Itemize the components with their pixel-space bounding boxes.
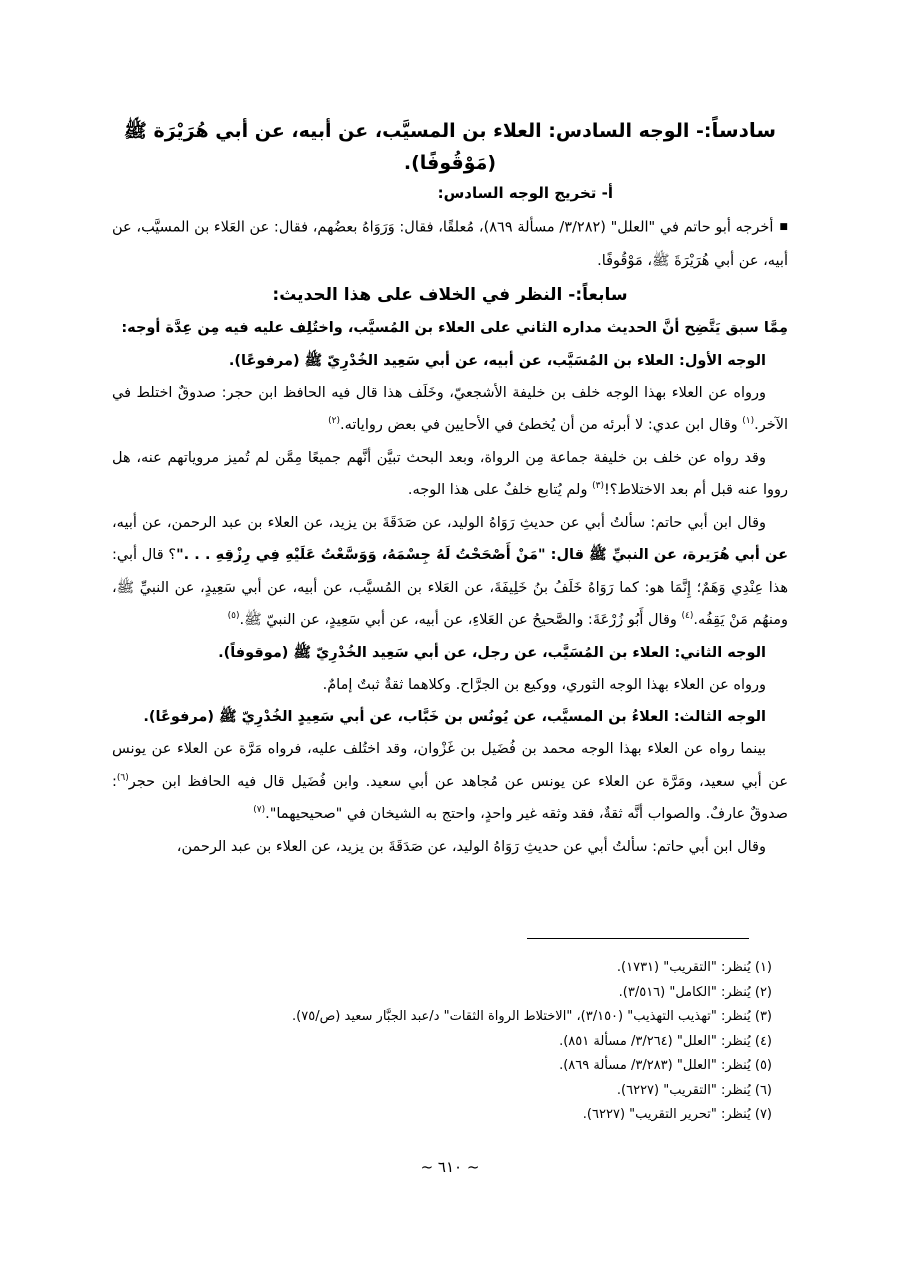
wajh1-paragraph-2	[112, 442, 788, 507]
wajh1-paragraph-3	[112, 507, 788, 637]
footnote-ref-4[interactable]: (٤)	[681, 611, 694, 622]
footnote-1: (١) يُنظر: "التقريب" (١٧٣١).	[616, 960, 772, 975]
footnote-ref-3[interactable]: (٣)	[592, 481, 604, 492]
wajh1-p3-text-c: وقال أَبُو زُرْعَةَ: والصَّحيحُ عن العَلاءِ، عن أبيه، عن أبي سَعِيدٍ، عن النبيّ ﷺ.	[239, 612, 682, 628]
footnote-ref-1[interactable]: (١)	[742, 416, 755, 427]
wajh3-paragraph-2: وقال ابن أبي حاتم: سألتُ أبي عن حديثِ رَوَاهُ الوليد، عن صَدَقَةَ بن يزيد، عن العلاء بن عبد الرحمن،	[176, 838, 766, 855]
page-number: ~ ٦١٠ ~	[420, 1158, 480, 1176]
heading-colon: :	[548, 120, 556, 142]
footnotes-list	[150, 956, 772, 1128]
footnote-2: (٢) يُنظر: "الكامل" (٣/٥١٦).	[618, 984, 772, 1000]
hadith-quote: عن أبي هُرَيرة، عن النبيِّ ﷺ قال: "مَنْ أَصْحَحْتُ لَهُ جِسْمَهُ، وَوَسَّعْتُ عَلَيْهِ فِي رِزْقِهِ . . ."	[176, 547, 788, 563]
wajh2-paragraph-1: ورواه عن العلاء بهذا الوجه الثوري، ووكيع بن الجرَّاح. وكلاهما ثقةٌ ثبتٌ إمامٌ.	[322, 676, 766, 693]
footnote-5: (٥) يُنظر: "العلل" (٣/٢٨٣/ مسألة ٨٦٩).	[559, 1058, 772, 1073]
wajh1-p2-text-b: ولم يُتابع خلفٌ على هذا الوجه.	[407, 482, 593, 498]
intro-paragraph: مِمَّا سبق يَتَّضِح أنَّ الحديث مداره الثاني على العلاء بن المُسيَّب، واختُلِف عليه فيه مِن عِدَّة أوجه:	[121, 319, 788, 336]
wajh2-title: الوجه الثاني: العلاء بن المُسَيَّب، عن رجل، عن أبي سَعِيد الخُدْرِيّ ﷺ (موقوفاً).	[218, 644, 766, 661]
wajh1-p2-text-a: وقد رواه عن خلف بن خليفة جماعة مِن الرواة، وبعد البحث تبيَّن أنَّهم جميعًا مِمَّن لم تُميز مروياتهم عنه، هل رووا عنه قبل أم بعد الاختلاط؟!	[112, 449, 788, 498]
footnote-3: (٣) يُنظر: "تهذيب التهذيب" (٣/١٥٠)، "الاختلاط الرواة الثقات" د/عبد الجبَّار سعيد (ص/٧٥).	[292, 1009, 772, 1024]
heading-label: سادساً	[711, 118, 777, 142]
takhrij-paragraph	[112, 211, 788, 278]
subheading-takhrij: أ- تخريج الوجه السادس:	[437, 184, 613, 202]
wajh3-paragraph-1	[112, 733, 788, 831]
wajh1-p3-text-b: ؟ قال أبي: هذا عِنْدِي وَهَمٌ؛ إِنَّمَا هو: كما رَوَاهُ خَلَفُ بنُ خَلِيفَةَ، عن العَلاء بن المُسيَّب، عن أبيه، عن أبي سَعِيدٍ، عن النبيِّ ﷺ، ومنهُم مَنْ يَقِفُه.	[112, 547, 788, 628]
footnote-ref-6[interactable]: (٦)	[116, 772, 129, 783]
footnote-7: (٧) يُنظر: "تحرير التقريب" (٦٢٢٧).	[582, 1107, 772, 1122]
section-heading-sixth	[112, 112, 788, 179]
footnote-divider	[527, 938, 749, 939]
wajh1-paragraph-1	[112, 377, 788, 442]
wajh1-p1-text-b: وقال ابن عدي: لا أبرئه من أن يُخطئ في الأحايين في بعض رواياته.	[339, 417, 743, 433]
footnote-6: (٦) يُنظر: "التقريب" (٦٢٢٧).	[616, 1082, 772, 1098]
heading-title: الوجه السادس	[555, 120, 696, 142]
wajh3-title: الوجه الثالث: العلاءُ بن المسيَّب، عن يُونُس بن خَبَّاب، عن أبي سَعِيدٍ الخُدْرِيّ ﷺ (مرفوعًا).	[143, 709, 766, 725]
heading-separator: :-	[695, 120, 712, 142]
bullet-marker: ■	[779, 222, 788, 232]
section-heading-seventh: سابعاً:- النظر في الخلاف على هذا الحديث:	[272, 284, 628, 305]
heading-chain: العلاء بن المسيَّب، عن أبيه، عن أبي هُرَيْرَة ﷺ	[123, 120, 549, 142]
footnote-ref-5[interactable]: (٥)	[227, 611, 240, 622]
footnote-ref-2[interactable]: (٢)	[328, 416, 340, 427]
wajh1-p1-text-a: ورواه عن العلاء بهذا الوجه خلف بن خليفة الأشجعيّ، وخَلَف هذا قال فيه الحافظ ابن حجر: صدوقٌ اختلط في الآخر.	[112, 384, 788, 433]
wajh3-p1-text-a: بينما رواه عن العلاء بهذا الوجه محمد بن فُضَيل بن غَزْوان، وقد اختُلف عليه، فرواه مَرَّة عن العلاء عن يونس عن أبي سعيد، ومَرَّة عن العلاء عن يونس عن مُجاهد عن أبي سعيد. وابن فُضَيل قال فيه الحافظ ابن حجر	[112, 741, 788, 790]
wajh1-title: الوجه الأول: العلاء بن المُسَيَّب، عن أبيه، عن أبي سَعِيد الخُدْرِيّ ﷺ (مرفوعًا).	[228, 352, 766, 369]
footnote-4: (٤) يُنظر: "العلل" (٣/٢٦٤/ مسألة ٨٥١).	[559, 1033, 772, 1049]
takhrij-text: أخرجه أبو حاتم في "العلل" (٣/٢٨٢/ مسألة ٨٦٩)، مُعلقًا، فقال: وَرَوَاهُ بعضُهم، فقال: عن العَلاء بن المسيَّب، عن أبيه، عن أبي هُرَيْرَةَ ﷺ، مَوْقُوفًا.	[112, 219, 788, 269]
main-content	[112, 112, 788, 863]
wajh3-p1-text-b: : صدوقٌ عارفٌ. والصواب أنَّه ثقةٌ، فقد وثقه غير واحدٍ، واحتج به الشيخان في "صحيحيهما".	[112, 773, 788, 822]
wajh1-p3-text-a: وقال ابن أبي حاتم: سألتُ أبي عن حديثِ رَوَاهُ الوليد، عن صَدَقَةَ بن يزيد، عن العلاء بن عبد الرحمن، عن أبيه،	[112, 514, 766, 531]
footnote-ref-7[interactable]: (٧)	[253, 805, 266, 816]
heading-status: (مَوْقُوفًا).	[403, 152, 497, 174]
